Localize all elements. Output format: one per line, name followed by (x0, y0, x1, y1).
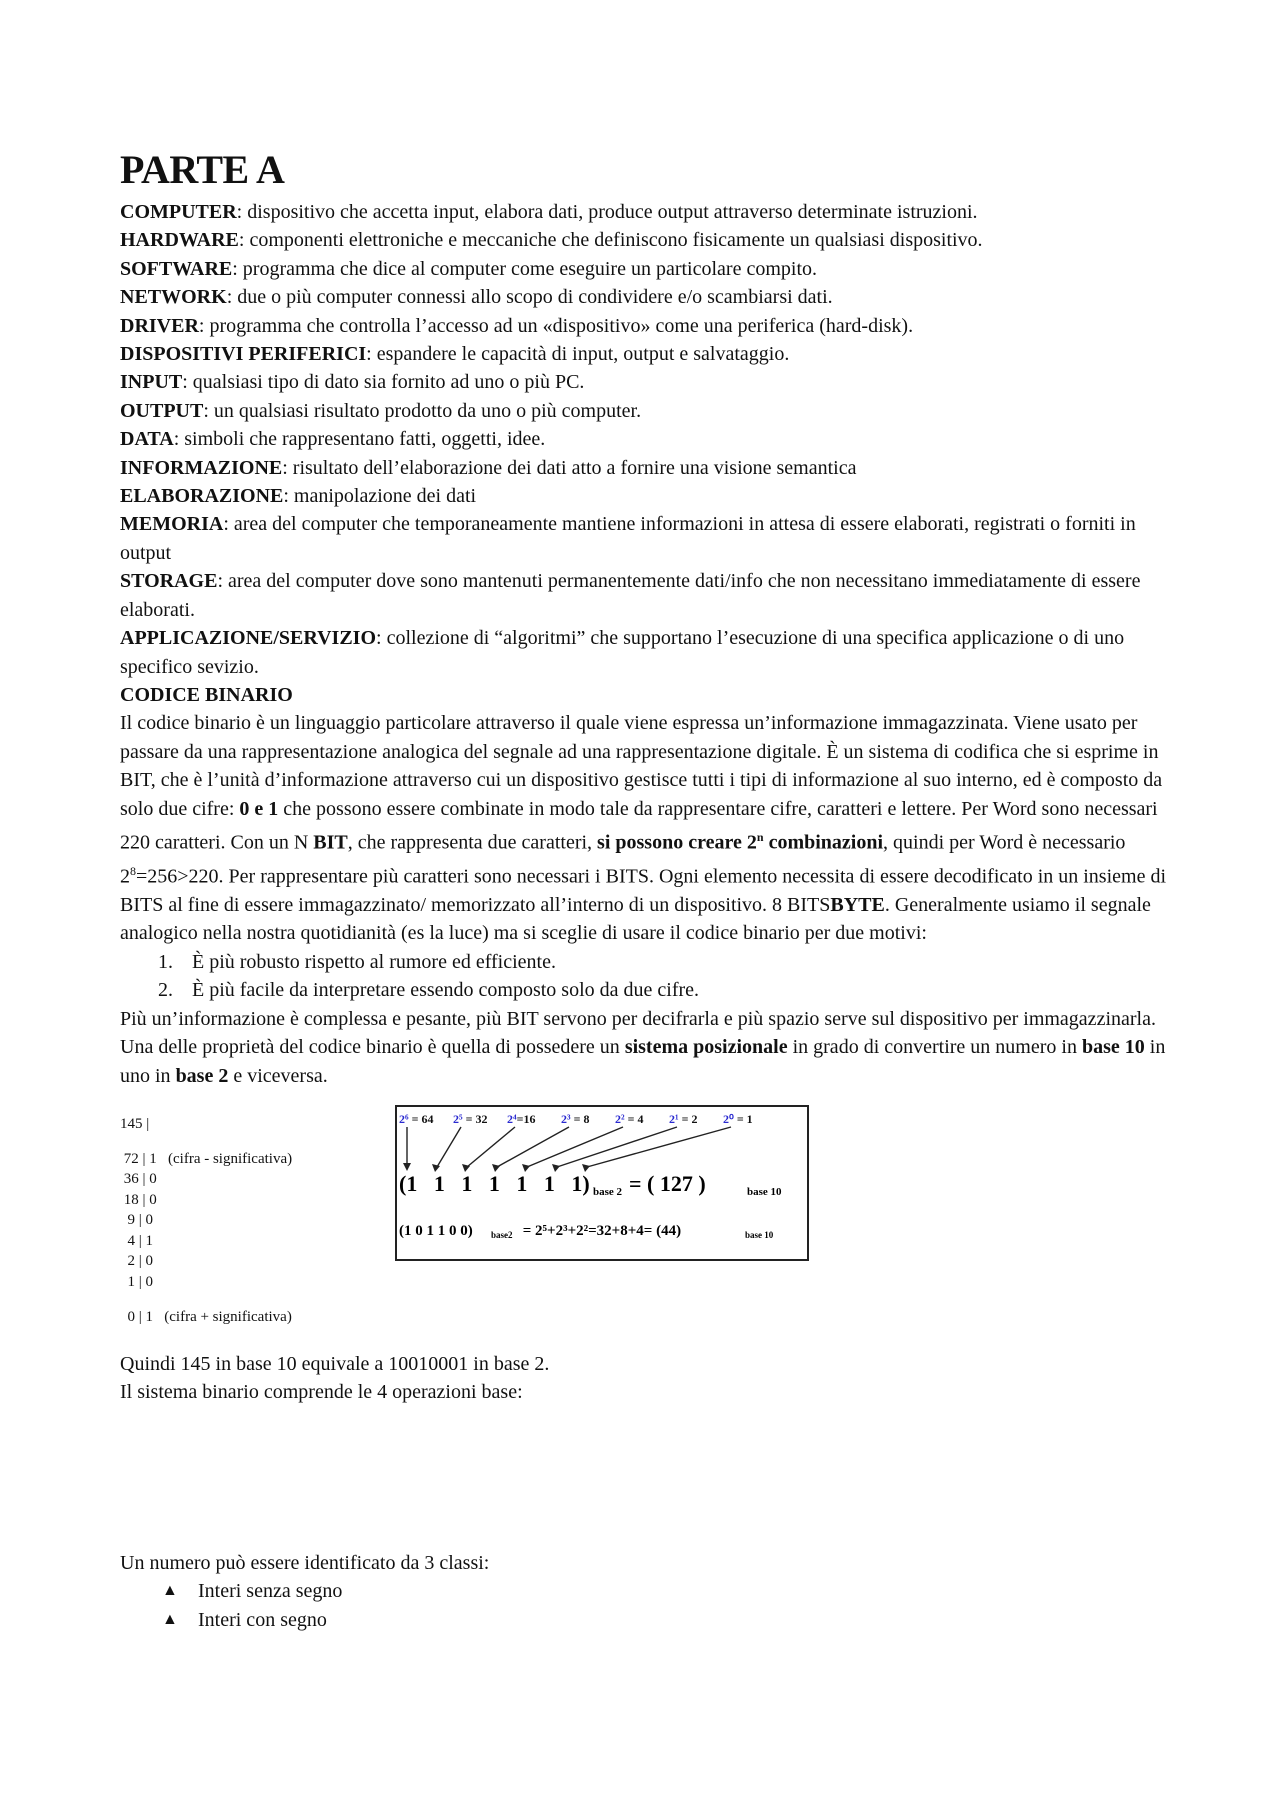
division-row: 0 | 1 (cifra + significativa) (120, 1308, 292, 1325)
binary-conversion-figure (395, 1105, 809, 1261)
figure-row-2-eq: = 2⁵+2³+2²=32+8+4= (44) (519, 1222, 682, 1239)
figure-row-1-base10: base 10 (747, 1185, 782, 1198)
definition-text: : area del computer dove sono mantenuti permanentemente dati/info che non necessitano immediatamente di essere elaborati. (120, 570, 1141, 621)
definition-item (120, 397, 1170, 425)
definition-term: APPLICAZIONE/SERVIZIO (120, 627, 377, 650)
figure-svg (397, 1107, 807, 1259)
definition-term: HARDWARE (120, 229, 239, 252)
definition-text: : programma che controlla l’accesso ad un «dispositivo» come una periferica (hard-disk). (198, 314, 914, 337)
binary-paragraph-1 (120, 709, 1170, 948)
definition-text: : espandere le capacità di input, output e salvataggio. (366, 343, 790, 366)
reasons-list (120, 948, 1170, 1005)
power-label: 2² = 4 (615, 1111, 644, 1126)
list-item (162, 1577, 1170, 1605)
power-label: 2⁴=16 (507, 1111, 536, 1126)
triangle-bullet-icon: ▲ (162, 1610, 178, 1628)
definition-item (120, 255, 1170, 283)
definition-item (120, 283, 1170, 311)
definition-item (120, 198, 1170, 226)
definition-item (120, 340, 1170, 368)
definition-text: : area del computer che temporaneamente mantiene informazioni in attesa di essere elaborati, registrati o forniti in output (120, 513, 1136, 564)
definition-item (120, 312, 1170, 340)
definition-term: ELABORAZIONE (120, 485, 284, 508)
document-page (120, 148, 1170, 1634)
division-row (120, 1293, 292, 1307)
division-row: 1 | 0 (120, 1274, 154, 1291)
text-run: =256>220. Per rappresentare più caratteri sono necessari i BITS. Ogni elemento necessita di essere decodificato in un insieme di BITS al fine di essere immagazzinato/ memorizzato all’interno di un dispositivo. 8 BITS (120, 865, 1167, 917)
definition-term: SOFTWARE (120, 257, 233, 280)
definition-item (120, 368, 1170, 396)
text-run: , che rappresenta due caratteri, (347, 831, 598, 854)
text-run: in grado di convertire un numero in (787, 1036, 1082, 1059)
bold-run: 0 e 1 (239, 797, 279, 820)
power-label: 2¹ = 2 (669, 1111, 698, 1126)
bold-run: BIT (313, 831, 348, 854)
definition-text: : qualsiasi tipo di dato sia fornito ad uno o più PC. (182, 371, 585, 394)
power-label: 2⁶ = 64 (399, 1111, 434, 1126)
bold-run: si possono creare 2 (597, 831, 757, 854)
triangle-bullet-icon: ▲ (162, 1582, 178, 1600)
definition-text: : componenti elettroniche e meccaniche che definiscono fisicamente un qualsiasi dispositivo. (238, 229, 983, 252)
list-item: 2. È più facile da interpretare essendo composto solo da due cifre. (178, 976, 1170, 1004)
definition-text: : due o più computer connessi allo scopo di condividere e/o scambiarsi dati. (226, 286, 833, 309)
definition-text: : simboli che rappresentano fatti, oggetti, idee. (173, 428, 546, 451)
definition-item (120, 425, 1170, 453)
division-row (120, 1135, 292, 1149)
classes-intro: Un numero può essere identificato da 3 classi: (120, 1551, 490, 1574)
figure-row-2-bits: (1 0 1 1 0 0) (399, 1222, 473, 1239)
definition-item (120, 454, 1170, 482)
definition-text: : un qualsiasi risultato prodotto da uno o più computer. (203, 399, 642, 422)
power-label: 2⁵ = 32 (453, 1111, 488, 1126)
definition-term: NETWORK (120, 286, 227, 309)
bold-run: BYTE (830, 894, 885, 917)
text-run: che possono essere combinate in modo tale da rappresentare cifre, caratteri e lettere. Per Word sono necessari 220 caratteri. Con un N (120, 797, 1158, 854)
definition-item (120, 226, 1170, 254)
classes-list (120, 1577, 1170, 1634)
list-item (162, 1606, 1170, 1634)
definitions-list (120, 198, 1170, 681)
definition-term: DRIVER (120, 314, 199, 337)
text-run: . Generalmente usiamo il segnale analogico nella nostra quotidianità (es la luce) ma si sceglie di usare il codice binario per due motivi: (120, 894, 1151, 945)
definition-term: MEMORIA (120, 513, 224, 536)
figure-row-1-bits: (1 1 1 1 1 1 1) (399, 1170, 590, 1196)
bold-run: sistema posizionale (624, 1036, 788, 1059)
definition-item (120, 482, 1170, 510)
definition-text: : manipolazione dei dati (283, 485, 477, 508)
superscript: n (756, 829, 764, 844)
division-row: 4 | 1 (120, 1232, 154, 1249)
definition-item (120, 624, 1170, 681)
text-run: e viceversa. (228, 1064, 328, 1087)
bold-run: combinazioni (763, 831, 884, 854)
division-row: 9 | 0 (120, 1212, 154, 1229)
definition-item (120, 567, 1170, 624)
text-run: in uno in (120, 1036, 1166, 1087)
conclusion-line: Quindi 145 in base 10 equivale a 10010001 in base 2. (120, 1352, 550, 1375)
text-run: Più un’informazione è complessa e pesante, più BIT servono per decifrarla e più spazio serve sul dispositivo per immagazzinarla. Una delle proprietà del codice binario è quella di possedere un (120, 1007, 1156, 1059)
operations-line: Il sistema binario comprende le 4 operazioni base: (120, 1381, 523, 1404)
conversion-example (120, 1111, 1170, 1344)
bold-run: base 10 (1081, 1036, 1145, 1059)
list-item: 1. È più robusto rispetto al rumore ed efficiente. (178, 948, 1170, 976)
power-label: 2⁰ = 1 (723, 1111, 753, 1126)
division-row: 145 | (120, 1115, 150, 1132)
division-row: 18 | 0 (120, 1191, 157, 1208)
section-heading-binary: CODICE BINARIO (120, 683, 293, 706)
division-table (120, 1114, 292, 1327)
figure-row-1-eq: = ( 127 ) (629, 1170, 706, 1196)
definition-term: DISPOSITIVI PERIFERICI (120, 343, 367, 366)
definition-text: : collezione di “algoritmi” che supportano l’esecuzione di una specifica applicazione o di uno specifico sevizio. (120, 627, 1125, 678)
figure-row-2-base2: base2 (491, 1229, 513, 1240)
definition-term: OUTPUT (120, 399, 204, 422)
list-item-label: Interi con segno (198, 1608, 327, 1631)
definition-term: INFORMAZIONE (120, 456, 283, 479)
superscript: 8 (130, 864, 136, 878)
power-label: 2³ = 8 (561, 1111, 590, 1126)
definition-term: DATA (120, 428, 174, 451)
definition-term: COMPUTER (120, 201, 237, 223)
definition-item (120, 510, 1170, 567)
figure-row-1-base2: base 2 (593, 1185, 623, 1198)
figure-row-2-base10: base 10 (745, 1229, 774, 1240)
definition-text: : risultato dell’elaborazione dei dati atto a fornire una visione semantica (282, 456, 857, 479)
binary-paragraph-2 (120, 1005, 1170, 1090)
division-row: 2 | 0 (120, 1253, 154, 1270)
bold-run: base 2 (175, 1064, 229, 1087)
definition-term: STORAGE (120, 570, 218, 593)
text-run: , quindi per Word è necessario 2 (120, 831, 1126, 888)
arrows (407, 1127, 731, 1167)
page-title: PARTE A (120, 147, 285, 192)
text-run: Il codice binario è un linguaggio particolare attraverso il quale viene espressa un’informazione immagazzinata. Viene usato per passare da una rappresentazione analogica del segnale ad una rappresentazione digitale. È un sistema di codifica che si esprime in BIT, che è l’unità d’informazione attraverso cui un dispositivo gestisce tutti i tipi di informazione al suo interno, ed è composto da solo due cifre: (120, 712, 1163, 820)
blank-space (120, 1407, 1170, 1549)
definition-text: : programma che dice al computer come eseguire un particolare compito. (232, 257, 818, 280)
list-item-label: Interi senza segno (198, 1580, 343, 1603)
definition-text: : dispositivo che accetta input, elabora dati, produce output attraverso determinate istruzioni. (236, 201, 978, 223)
division-row: 72 | 1 (cifra - significativa) (120, 1150, 293, 1167)
definition-term: INPUT (120, 371, 183, 394)
division-row: 36 | 0 (120, 1171, 157, 1188)
